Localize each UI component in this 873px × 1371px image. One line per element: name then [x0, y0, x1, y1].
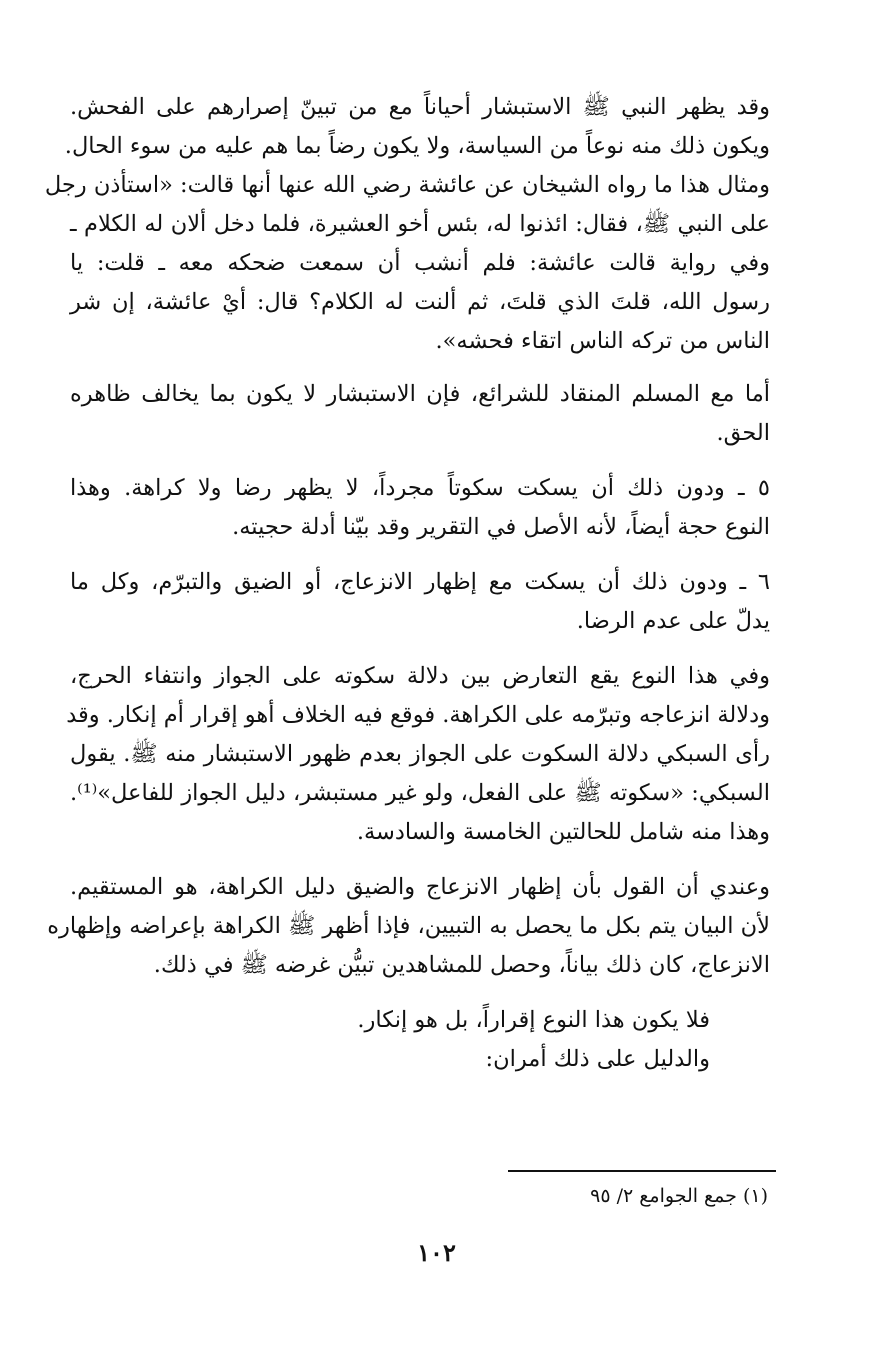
- text-line: رسول الله، قلتَ الذي قلتَ، ثم ألنت له الكلام؟ قال: أيْ عائشة، إن شر: [70, 289, 770, 315]
- text-line: يدلّ على عدم الرضا.: [576, 608, 770, 634]
- paragraph-author-opinion: [47, 868, 770, 985]
- text-line: وفي هذا النوع يقع التعارض بين دلالة سكوته على الجواز وانتفاء الحرج،: [70, 663, 770, 689]
- text-line: النوع حجة أيضاً، لأنه الأصل في التقرير وقد بيّنا أدلة حجيته.: [232, 514, 770, 540]
- text-line: وقد يظهر النبي ﷺ الاستبشار أحياناً مع من تبينّ إصرارهم على الفحش.: [70, 94, 770, 120]
- page-body: [44, 88, 770, 1079]
- page-number: ١٠٢: [417, 1238, 456, 1267]
- paragraph-point-5: [70, 469, 770, 547]
- text-line: ودلالة انزعاجه وتبرّمه على الكراهة. فوقع فيه الخلاف أهو إقرار أم إنكار. وقد: [66, 702, 770, 728]
- text-line: الانزعاج، كان ذلك بياناً، وحصل للمشاهدين تبيُّن غرضه ﷺ في ذلك.: [153, 952, 770, 978]
- paragraph-point-6: [70, 563, 770, 641]
- paragraph-muslim-munqad: [70, 375, 770, 453]
- footnote-separator: [508, 1170, 776, 1172]
- text-line: الحق.: [716, 420, 770, 446]
- text-line: على النبي ﷺ، فقال: ائذنوا له، بئس أخو العشيرة، فلما دخل ألان له الكلام ـ: [70, 211, 770, 237]
- text-line: فلا يكون هذا النوع إقراراً، بل هو إنكار.: [357, 1007, 710, 1033]
- paragraph-istibshar: [44, 88, 770, 361]
- text-line: وعندي أن القول بأن إظهار الانزعاج والضيق دليل الكراهة، هو المستقيم.: [70, 874, 770, 900]
- paragraph-taarud: [66, 657, 770, 852]
- text-line: وفي رواية قالت عائشة: فلم أنشب أن سمعت ضحكه معه ـ قلت: يا: [70, 250, 770, 276]
- text-line: أما مع المسلم المنقاد للشرائع، فإن الاستبشار لا يكون بما يخالف ظاهره: [70, 381, 770, 407]
- footnote: (١) جمع الجوامع ٢/ ٩٥: [590, 1185, 768, 1207]
- text-line: لأن البيان يتم بكل ما يحصل به التبيين، فإذا أظهر ﷺ الكراهة بإعراضه وإظهاره: [47, 913, 770, 939]
- text-line: والدليل على ذلك أمران:: [485, 1046, 710, 1072]
- closing-statement: [70, 1001, 770, 1079]
- text-line: وهذا منه شامل للحالتين الخامسة والسادسة.: [356, 819, 770, 845]
- text-line: ومثال هذا ما رواه الشيخان عن عائشة رضي الله عنها أنها قالت: «استأذن رجل: [44, 172, 770, 198]
- text-line: ٦ ـ ودون ذلك أن يسكت مع إظهار الانزعاج، أو الضيق والتبرّم، وكل ما: [70, 569, 770, 595]
- text-line: الناس من تركه الناس اتقاء فحشه».: [435, 328, 770, 354]
- text-line: السبكي: «سكوته ﷺ على الفعل، ولو غير مستبشر، دليل الجواز للفاعل»⁽¹⁾.: [70, 780, 770, 806]
- text-line: رأى السبكي دلالة السكوت على الجواز بعدم ظهور الاستبشار منه ﷺ. يقول: [70, 741, 770, 767]
- text-line: ويكون ذلك منه نوعاً من السياسة، ولا يكون رضاً بما هم عليه من سوء الحال.: [64, 133, 770, 159]
- text-line: ٥ ـ ودون ذلك أن يسكت سكوتاً مجرداً، لا يظهر رضا ولا كراهة. وهذا: [70, 475, 770, 501]
